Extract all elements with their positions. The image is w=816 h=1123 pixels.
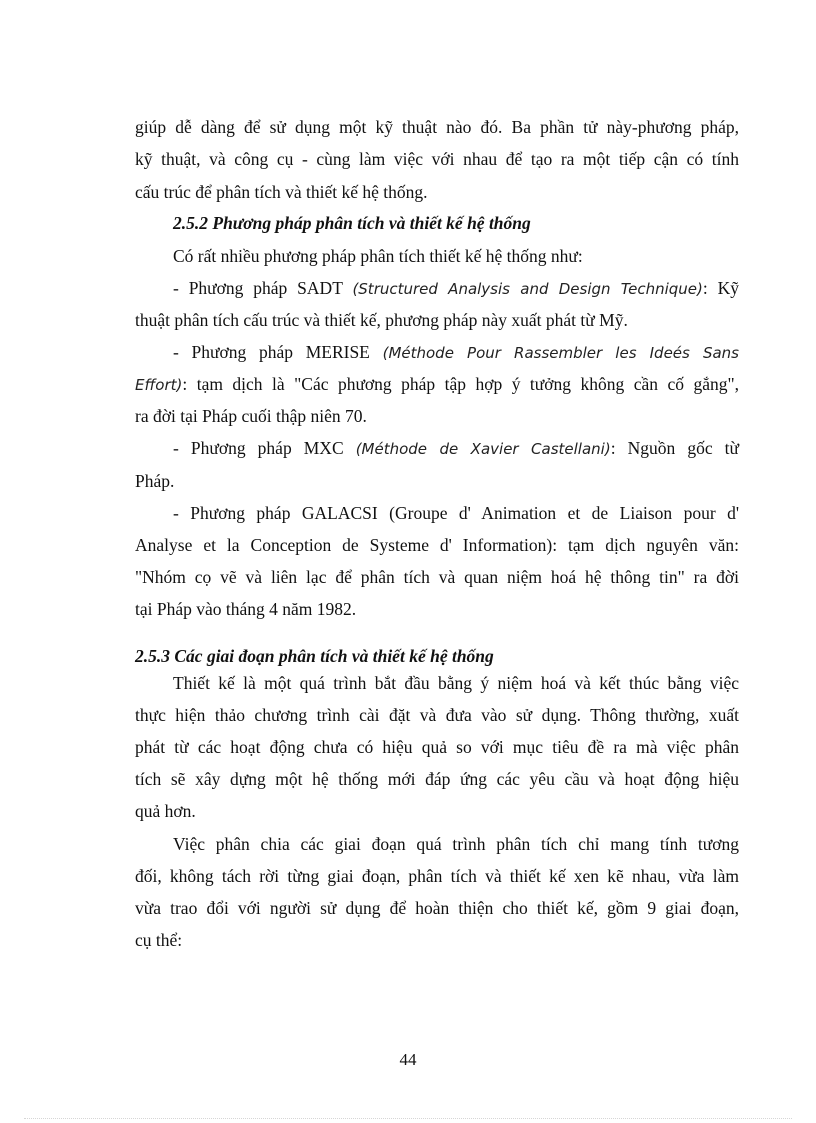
merise-line-2: [135, 374, 739, 395]
mxc-lead: - Phương pháp MXC: [173, 438, 356, 458]
paragraph-line: tích sẽ xây dựng một hệ thống mới đáp ứng các yêu cầu và hoạt động hiệu: [135, 769, 739, 789]
merise-italic: (Méthode Pour Rassembler les Ideés Sans: [382, 344, 739, 362]
section-heading-2-5-3: 2.5.3 Các giai đoạn phân tích và thiết kế hệ thống: [135, 646, 494, 666]
paragraph-line: thực hiện thảo chương trình cài đặt và đưa vào sử dụng. Thông thường, xuất: [135, 705, 739, 725]
galacsi-line-4: tại Pháp vào tháng 4 năm 1982.: [135, 599, 357, 619]
mxc-tail: : Nguồn gốc từ: [610, 438, 740, 458]
galacsi-line-2: Analyse et la Conception de Systeme d' Information): tạm dịch nguyên văn:: [135, 535, 739, 555]
paragraph-line: giúp dễ dàng để sử dụng một kỹ thuật nào đó. Ba phần tử này-phương pháp,: [135, 117, 739, 137]
section-heading-2-5-2: 2.5.2 Phương pháp phân tích và thiết kế hệ thống: [173, 213, 531, 233]
paragraph-line: phát từ các hoạt động chưa có hiệu quả so với mục tiêu đề ra mà việc phân: [135, 737, 739, 757]
paragraph-line: cấu trúc để phân tích và thiết kế hệ thống.: [135, 182, 428, 202]
page-number: 44: [399, 1050, 417, 1069]
sadt-line: [173, 278, 739, 299]
paragraph-line: đối, không tách rời từng giai đoạn, phân tích và thiết kế xen kẽ nhau, vừa làm: [135, 866, 739, 886]
merise-tail: : tạm dịch là "Các phương pháp tập hợp ý tưởng không cần cố gắng",: [182, 374, 739, 394]
sadt-tail: : Kỹ: [702, 278, 739, 298]
merise-line-3: ra đời tại Pháp cuối thập niên 70.: [135, 406, 367, 426]
merise-line: [173, 342, 739, 363]
galacsi-line-3: "Nhóm cọ vẽ và liên lạc để phân tích và quan niệm hoá hệ thông tin" ra đời: [135, 567, 739, 587]
paragraph-line: quả hơn.: [135, 801, 196, 821]
sadt-line-2: thuật phân tích cấu trúc và thiết kế, phương pháp này xuất phát từ Mỹ.: [135, 310, 628, 330]
merise-lead: - Phương pháp MERISE: [173, 342, 383, 362]
sadt-italic: (Structured Analysis and Design Technique): [352, 280, 703, 298]
page-edge-divider: [24, 1118, 792, 1119]
mxc-line: [173, 438, 739, 459]
mxc-italic: (Méthode de Xavier Castellani): [355, 440, 611, 458]
sadt-lead: - Phương pháp SADT: [173, 278, 353, 298]
paragraph-line: Thiết kế là một quá trình bắt đầu bằng ý niệm hoá và kết thúc bằng việc: [173, 673, 739, 693]
mxc-line-2: Pháp.: [135, 471, 175, 491]
paragraph-line: Việc phân chia các giai đoạn quá trình phân tích chỉ mang tính tương: [173, 834, 739, 854]
galacsi-line: - Phương pháp GALACSI (Groupe d' Animation et de Liaison pour d': [173, 503, 739, 523]
merise-italic-2: Effort): [135, 376, 183, 394]
paragraph-line: vừa trao đổi với người sử dụng để hoàn thiện cho thiết kế, gồm 9 giai đoạn,: [135, 898, 739, 918]
paragraph-line: cụ thể:: [135, 930, 183, 950]
paragraph-line: kỹ thuật, và công cụ - cùng làm việc với nhau để tạo ra một tiếp cận có tính: [135, 149, 739, 169]
intro-line: Có rất nhiều phương pháp phân tích thiết kế hệ thống như:: [173, 246, 583, 266]
